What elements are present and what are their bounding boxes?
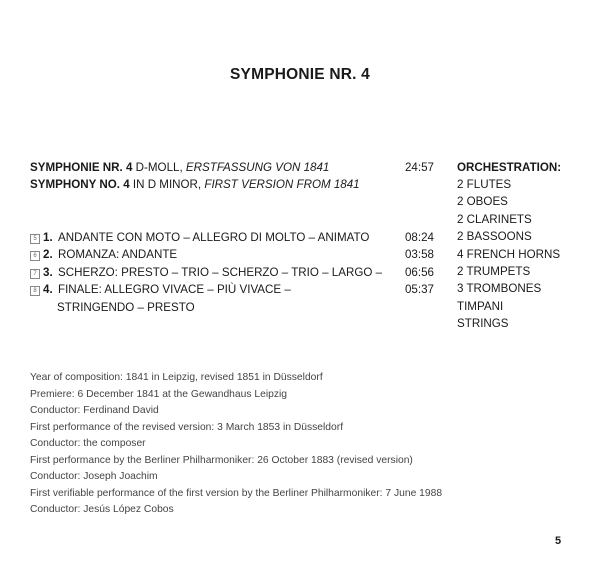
- work-key-english: IN D MINOR,: [129, 178, 205, 191]
- note-line: Conductor: Ferdinand David: [30, 405, 159, 416]
- note-line: Conductor: the composer: [30, 438, 146, 449]
- movement-duration: 08:24: [404, 231, 434, 244]
- movement-duration: 05:37: [404, 283, 434, 297]
- work-title-english-bold: SYMPHONY NO. 4: [30, 178, 130, 191]
- cd-track-icon: 7: [30, 269, 40, 279]
- movement-title: ANDANTE CON MOTO – ALLEGRO DI MOLTO – ANIMATO: [58, 231, 370, 244]
- movement-number: 4.: [43, 283, 53, 297]
- cd-track-icon: 5: [30, 234, 40, 244]
- orchestration-item: 2 FLUTES: [457, 178, 512, 191]
- note-line: First verifiable performance of the first version by the Berliner Philharmoniker: 7 June 1988: [30, 487, 443, 499]
- movement-duration: 03:58: [404, 248, 434, 262]
- work-duration: 24:57: [404, 161, 434, 174]
- note-line: Conductor: Joseph Joachim: [30, 471, 158, 482]
- movement-title: STRINGENDO – PRESTO: [57, 300, 195, 314]
- track-row-continued: [30, 299, 195, 316]
- movement-number: 2.: [43, 248, 53, 262]
- movement-title: SCHERZO: PRESTO – TRIO – SCHERZO – TRIO – LARGO –: [58, 265, 383, 279]
- work-version-german: ERSTFASSUNG VON 1841: [185, 161, 330, 174]
- movement-title: ROMANZA: ANDANTE: [58, 248, 178, 262]
- track-row: [30, 264, 382, 281]
- page-number: 5: [555, 535, 562, 547]
- orchestration-item: 3 TROMBONES: [457, 282, 542, 296]
- orchestration-item: 2 CLARINETS: [457, 212, 532, 226]
- orchestration-item: 4 FRENCH HORNS: [457, 247, 561, 261]
- movement-duration: 06:56: [404, 265, 434, 279]
- work-title-german-bold: SYMPHONIE NR. 4: [30, 161, 133, 174]
- note-line: Premiere: 6 December 1841 at the Gewandhaus Leipzig: [30, 388, 287, 400]
- work-version-english: FIRST VERSION FROM 1841: [204, 178, 360, 191]
- movement-title: FINALE: ALLEGRO VIVACE – PIÙ VIVACE –: [58, 283, 291, 297]
- note-line: First performance of the revised version: 3 March 1853 in Düsseldorf: [30, 421, 344, 433]
- orchestration-item: STRINGS: [457, 317, 509, 331]
- cd-track-icon: 6: [30, 251, 40, 261]
- movement-number: 3.: [43, 265, 53, 279]
- page-title: SYMPHONIE NR. 4: [230, 66, 370, 83]
- work-title-german: [30, 159, 329, 176]
- note-line: First performance by the Berliner Philharmoniker: 26 October 1883 (revised version): [30, 454, 413, 466]
- work-key-german: D-MOLL,: [132, 161, 186, 174]
- movement-number: 1.: [43, 231, 53, 244]
- note-line: Conductor: Jesús López Cobos: [30, 504, 174, 515]
- orchestration-item: 2 OBOES: [457, 195, 508, 209]
- work-title-english: [30, 176, 360, 193]
- orchestration-item: 2 BASSOONS: [457, 230, 532, 244]
- note-line: Year of composition: 1841 in Leipzig, revised 1851 in Düsseldorf: [30, 372, 323, 383]
- track-row: [30, 246, 177, 263]
- cd-track-icon: 8: [30, 286, 40, 296]
- track-row: [30, 281, 291, 298]
- composition-notes: [30, 370, 442, 519]
- orchestration-item: TIMPANI: [457, 299, 504, 313]
- orchestration-heading: ORCHESTRATION:: [457, 161, 562, 174]
- track-row: [30, 229, 369, 246]
- orchestration-item: 2 TRUMPETS: [457, 265, 531, 278]
